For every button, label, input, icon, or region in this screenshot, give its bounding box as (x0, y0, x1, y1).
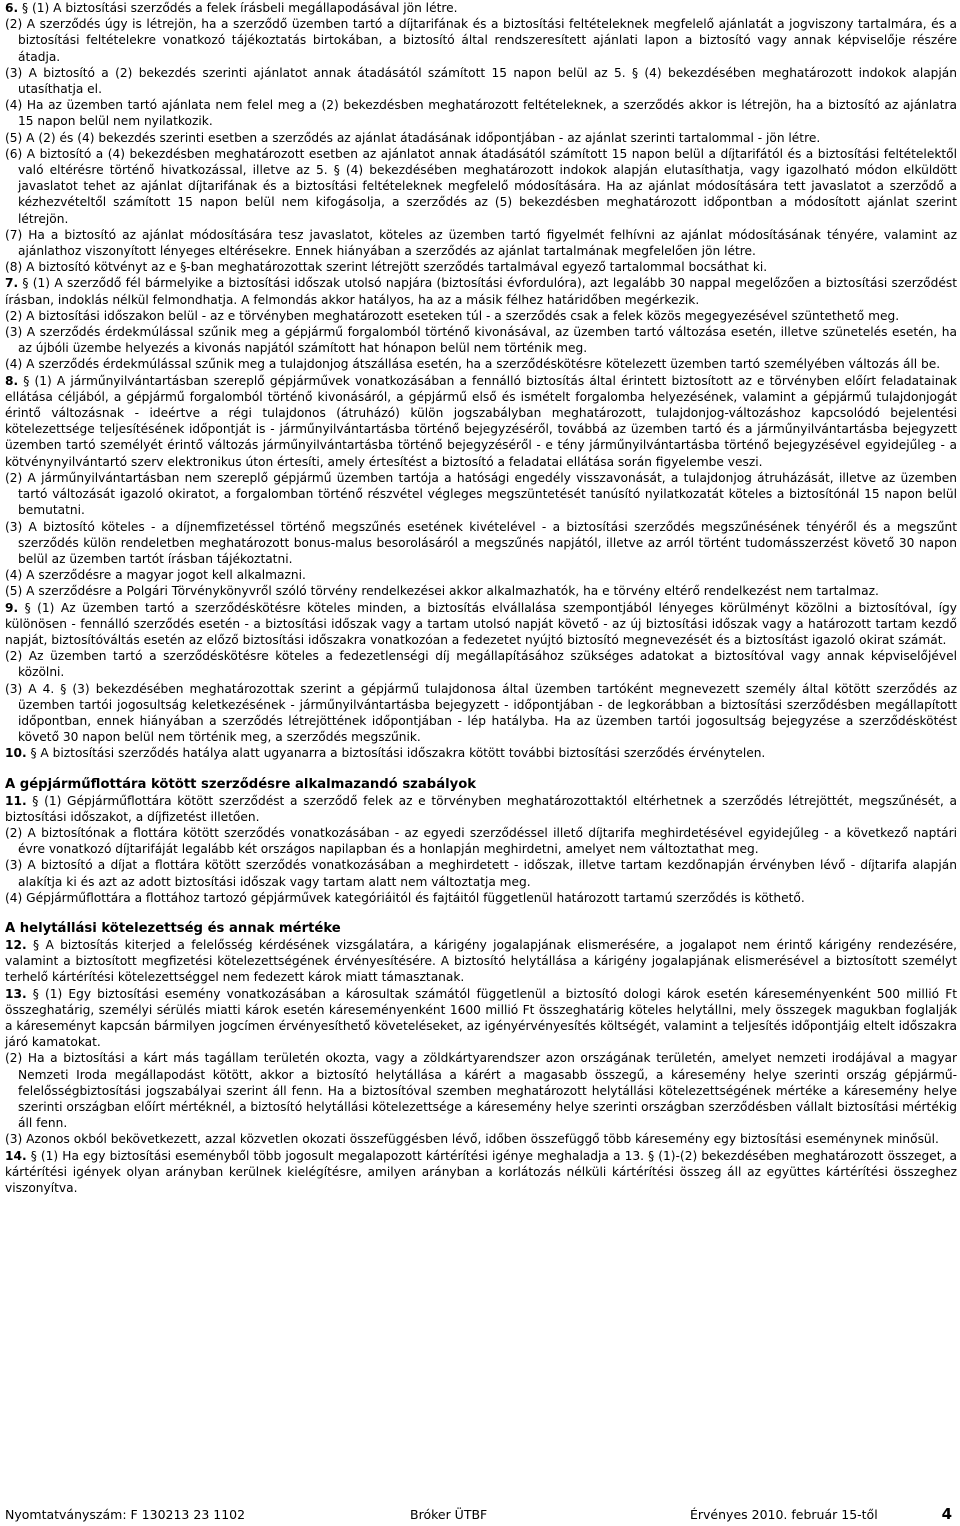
subsection-paragraph (5, 825, 957, 857)
document-body (5, 0, 957, 1196)
section-paragraph (5, 600, 957, 649)
subsection-paragraph (5, 146, 957, 227)
paragraph-text: (3) A biztosító a (2) bekezdés szerinti ajánlatot annak átadásától számított 15 napon belül az 5. § (4) bekezdésében meghatározott indokok alapján utasíthatja el. (5, 65, 957, 97)
paragraph-text: (7) Ha a biztosító az ajánlat módosítására tesz javaslatot, köteles az üzemben tartó figyelmét felhívni az ajánlat módosításának tényére, valamint az ajánlathoz viszonyított lényeges eltérésekre. Ennek hiányában a szerződés az ajánlat tartalmának megfelelően jön létre. (5, 227, 957, 259)
paragraph-text: (5) A szerződésre a Polgári Törvénykönyvről szóló törvény rendelkezései akkor alkalmazhatók, ha e törvény eltérő rendelkezést nem tartalmaz. (5, 584, 879, 599)
paragraph-text: (3) Azonos okból bekövetkezett, azzal közvetlen okozati összefüggésben lévő, időben összefüggő több káresemény egy biztosítási eseménynek minősül. (5, 1132, 939, 1147)
subsection-paragraph (5, 97, 957, 129)
page-footer (5, 1505, 952, 1525)
paragraph-text: § (1) Ha egy biztosítási eseményből több jogosult megalapozott kártérítési igénye meghaladja a 13. § (1)-(2) bekezdésében meghatározott összeget, a kártérítési igények olyan arányban kerülnek kielégítésre, amilyen arányban a korlátozás nélküli kártérítési összeg áll az együttes kártérítési összeghez viszonyítva. (5, 1148, 957, 1196)
section-number: 14. (5, 1148, 27, 1163)
subsection-paragraph (5, 324, 957, 356)
paragraph-text: (8) A biztosító kötvényt az e §-ban meghatározottak szerint létrejött szerződés tartalmával egyező tartalommal bocsáthat ki. (5, 260, 768, 275)
paragraph-text: § A biztosítás kiterjed a felelősség kérdésének vizsgálatára, a kárigény jogalapjának elismerésére, a jogalapot nem érintő kárigény rendezésére, valamint a biztosított megfizetési kötelezettségének érvényesítésére. A biztosító helytállása a kárigény jogalapjának elismerésével a biztosított személyt terhelő kártérítési kötelezettséggel nem fedezett károk miatt támasztanak. (5, 937, 957, 985)
section-number: 11. (5, 793, 27, 808)
valid-from: Érvényes 2010. február 15-től (690, 1507, 878, 1522)
section-paragraph (5, 275, 957, 307)
paragraph-text: § (1) A szerződő fél bármelyike a biztosítási időszak utolsó napjára (biztosítási évfordulóra), azt legalább 30 nappal megelőzően a biztosítási szerződést írásban, indoklás nélkül felmondhatja. A felmondás akkor hatályos, ha az a másik félhez határidőben megérkezik. (5, 276, 957, 307)
paragraph-text: (2) Az üzemben tartó a szerződéskötésre köteles a fedezetlenségi díj megállapításához szükséges adatokat a biztosítóval vagy annak képviselőjével közölni. (5, 649, 957, 680)
paragraph-text: (3) A biztosító a díjat a flottára kötött szerződés vonatkozásában a meghirdetett - időszak, illetve tartam kezdőnapján érvényben lévő - díjtarifa alapján alakítja ki és azt az adott biztosítási időszak vagy tartam alatt nem változtatja meg. (5, 858, 957, 889)
section-paragraph (5, 745, 957, 761)
paragraph-text: (2) A biztosítónak a flottára kötött szerződés vonatkozásában - az egyedi szerződéssel illető díjtarifa meghirdetésével egyidejűleg - a következő naptári évre vonatkozó díjtarifáját legalább két országos napilapban és a honlapján meghirdetni, amelyet nem változtathat meg. (5, 825, 957, 857)
subsection-paragraph (5, 227, 957, 259)
section-number: 10. (5, 746, 27, 761)
section-paragraph (5, 1148, 957, 1197)
paragraph-text: § (1) Gépjárműflottára kötött szerződést a szerződő felek az e törvényben meghatározottaktól eltérhetnek a szerződés létrejöttét, megszűnését, a biztosítási időszakot, a díjfizetést illetően. (5, 793, 957, 824)
subsection-paragraph (5, 583, 957, 599)
subsection-paragraph (5, 16, 957, 65)
subsection-paragraph (5, 130, 957, 146)
paragraph-text: § (1) A járműnyilvántartásban szereplő gépjárművek vonatkozásában a fennálló biztosítás által érintett biztosított az e törvényben előírt feladatainak ellátása céljából, a gépjármű forgalomból történő kivonásáról, a gépjármű első és ismételt forgalomba helyezésének, valamint a gépjármű tulajdonjogát érintő változásnak - ideértve a régi tulajdonos (átruházó) külön jogszabályban meghatározott, tulajdonjog-változáshoz kapcsolódó bejelentési kötelezettsége teljesítésének időpontját is - járműnyilvántartásba történő bejegyzéséről, továbbá az üzemben tartó és a járműnyilvántartásba bejegyzett üzemben tartó személyét érintő változás járműnyilvántartásba történő bejegyzéséről - e tény járműnyilvántartásba történő bejegyzésével egyidejűleg - a kötvénynyilvántartó szerv elektronikus úton értesíti, amely értesítést a biztosító a feladatai ellátása során figyelembe veszi. (5, 373, 957, 469)
paragraph-text: (5) A (2) és (4) bekezdés szerinti esetben a szerződés az ajánlat átadásának időpontjában - az ajánlat szerinti tartalommal - jön létre. (5, 130, 821, 145)
paragraph-text: (3) A biztosító köteles - a díjnemfizetéssel történő megszűnés esetének kivételével - a biztosítási szerződés megszűnésének tényéről és a megszűnt szerződés külön rendeletben meghatározott bonus-malus besorolásáról a megszűnés napjától, illetve az arról történt tudomásszerzést követő 30 napon belül az üzemben tartót írásban tájékoztatni. (5, 519, 957, 566)
subsection-paragraph (5, 890, 957, 906)
paragraph-text: (2) A szerződés úgy is létrejön, ha a szerződő üzemben tartó a díjtarifának és a biztosítási feltételeknek megfelelő ajánlatát a jogviszony tartalmára, és a biztosítási feltételekre vonatkozó tájékoztatás birtokában, a biztosító által rendszeresített ajánlati lapon a biztosító vagy annak képviselője részére átadja. (5, 17, 957, 64)
subsection-paragraph (5, 65, 957, 97)
subsection-paragraph (5, 308, 957, 324)
subsection-paragraph (5, 519, 957, 568)
paragraph-text: (4) A szerződésre a magyar jogot kell alkalmazni. (5, 568, 306, 583)
subsection-paragraph (5, 1131, 957, 1147)
paragraph-text: (4) Gépjárműflottára a flottához tartozó gépjárművek kategóriáitól és fajtáitól függetlenül határozott tartamú szerződés is köthető. (5, 890, 805, 905)
paragraph-text: § (1) A biztosítási szerződés a felek írásbeli megállapodásával jön létre. (18, 1, 458, 15)
subsection-paragraph (5, 1050, 957, 1131)
product-name: Bróker ÜTBF (410, 1507, 488, 1522)
section-paragraph (5, 793, 957, 825)
paragraph-text: (6) A biztosító a (4) bekezdésben meghatározott esetben az ajánlatot annak átadásától számított 15 napon belül a díjtarifától és a biztosítási feltételektől való eltérésre történő hivatkozással, illetve az 5. § (4) bekezdésében meghatározott indokok alapján elutasíthatja, vagy igazolható módon elküldött javaslatot tehet az ajánlat díjtarifának és a biztosítási feltételeknek megfelelő módosítására. Ha az ajánlat módosítására tett javaslatot a szerződő a kézhezvételtől számított 15 napon belül nem kifogásolja, a szerződés az (5) bekezdésben meghatározott időpontban a módosított ajánlat szerint létrejön. (5, 146, 957, 226)
section-heading: A gépjárműflottára kötött szerződésre alkalmazandó szabályok (5, 776, 477, 792)
paragraph-text: (3) A szerződés érdekmúlással szűnik meg a gépjármű forgalomból történő kivonásával, az üzemben tartó változása esetén, illetve szünetelés esetén, ha az újbóli üzembe helyezés a kivonás napjától számított hat hónapon belül nem történik meg. (5, 325, 957, 356)
paragraph-text: § (1) Az üzemben tartó a szerződéskötésre köteles minden, a biztosítás elvállalása szempontjából lényeges körülményt közölni a biztosítóval, így különösen - fennálló szerződés esetén - a biztosítási időszak vagy a tartam utolsó napját követő - az új biztosítási időszak vagy a határozott tartam kezdő napját, biztosítóváltás esetén az előző biztosítási időszakra vonatkozóan a fedezetet nyújtó biztosító megnevezését és a biztosítást igazoló okirat számát. (5, 600, 957, 647)
section-number: 12. (5, 937, 27, 952)
section-paragraph (5, 937, 957, 986)
section-number: 6. (5, 1, 19, 15)
subsection-paragraph (5, 857, 957, 889)
subsection-paragraph (5, 648, 957, 680)
paragraph-text: (2) A biztosítási időszakon belül - az e törvényben meghatározott eseteken túl - a szerződés csak a felek közös megegyezésével szüntethető meg. (5, 308, 900, 323)
page-number: 4 (941, 1505, 952, 1523)
section-number: 8. (5, 373, 19, 388)
section-number: 9. (5, 600, 19, 615)
subsection-paragraph (5, 567, 957, 583)
section-paragraph (5, 0, 957, 16)
form-number: Nyomtatványszám: F 130213 23 1102 (5, 1507, 246, 1522)
section-number: 13. (5, 986, 27, 1001)
section-number: 7. (5, 276, 19, 291)
paragraph-text: § (1) Egy biztosítási esemény vonatkozásában a károsultak számától függetlenül a biztosító dologi károk esetén káreseményenként 500 millió Ft összeghatárig, személyi sérülés miatti károk esetén káreseményenként 1600 millió Ft összeghatárig köteles helytállni, mely összegek magukban foglalják a káreseményt kapcsán bármilyen jogcímen érvényesíthető követeléseket, az igényérvényesítés költségét, valamint a teljesítés időpontjáig eltelt időszakra járó kamatokat. (5, 986, 957, 1050)
section-paragraph (5, 986, 957, 1051)
paragraph-text: § A biztosítási szerződés hatálya alatt ugyanarra a biztosítási időszakra kötött további biztosítási szerződés érvénytelen. (26, 746, 766, 761)
paragraph-text: (3) A 4. § (3) bekezdésében meghatározottak szerint a gépjármű tulajdonosa által üzemben tartóként megnevezett személy által kötött szerződés az üzemben tartói jogosultság keletkezésének - járműnyilvántartásba bejegyzett - időpontjában - de legkorábban a biztosítási szerződésben megállapított időpontban, ennek hiányában a szerződés létrejöttének időpontjában - lép hatályba. Ha az üzemben tartói jogosultság bejegyzése a szerződéskötést követő 30 napon belül nem történik meg, a szerződés megszűnik. (5, 681, 957, 745)
section-heading: A helytállási kötelezettség és annak mértéke (5, 920, 341, 936)
paragraph-text: (4) A szerződés érdekmúlással szűnik meg a tulajdonjog átszállása esetén, ha a szerződéskötésre kötelezett üzemben tartó személyében változás áll be. (5, 357, 941, 372)
paragraph-text: (4) Ha az üzemben tartó ajánlata nem felel meg a (2) bekezdésben meghatározott feltételeknek, a szerződés akkor is létrejön, ha a biztosító az ajánlatra 15 napon belül nem nyilatkozik. (5, 98, 957, 129)
subsection-paragraph (5, 259, 957, 275)
subsection-paragraph (5, 681, 957, 746)
paragraph-text: (2) Ha a biztosítási a kárt más tagállam területén okozta, vagy a zöldkártyarendszer azon országának területén, amelyet nemzeti irodájával a magyar Nemzeti Iroda megállapodást kötött, akkor a biztosító helytállása a kárért a magasabb összegű, a káresemény helye szerinti ország gépjármű-felelősségbiztosítási jogszabályai szerint áll fenn. Ha a biztosítóval szemben meghatározott helytállási kötelezettségének mértéke a káresemény helye szerinti országban előírt mértéknél, a biztosító helytállási kötelezettsége a káresemény helye szerinti országban szerződésben vállalt biztosítási mértékig áll fenn. (5, 1051, 958, 1131)
paragraph-text: (2) A járműnyilvántartásban nem szereplő gépjármű üzemben tartója a hatósági engedély visszavonását, a tulajdonjog átruházását, illetve az üzemben tartó változását igazoló okiratot, a forgalomban történő részvétel végleges megszüntetését tanúsító nyilatkozatát köteles a biztosítónál 15 napon belül bemutatni. (5, 470, 957, 518)
section-paragraph (5, 373, 957, 470)
subsection-paragraph (5, 356, 957, 372)
subsection-paragraph (5, 470, 957, 519)
